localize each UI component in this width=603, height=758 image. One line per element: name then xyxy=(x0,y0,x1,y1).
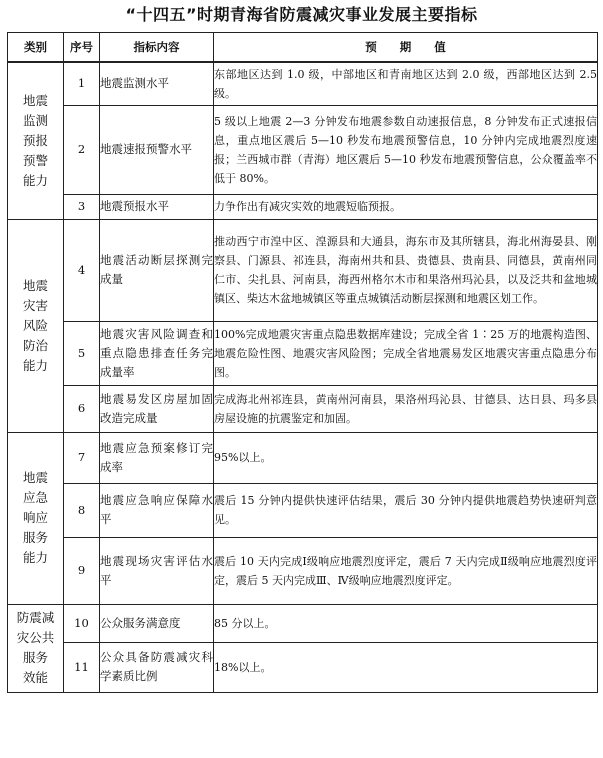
value-cell: 100%完成地震灾害重点隐患数据库建设；完成全省 1∶25 万的地震构造图、地震危险性图、地震灾害风险图；完成全省地震易发区地震灾害重点隐患分布图。 xyxy=(214,321,598,385)
indicator-cell: 地震应急响应保障水平 xyxy=(100,483,214,537)
value-cell: 5 级以上地震 2—3 分钟发布地震参数自动速报信息，8 分钟发布正式速报信息，重点地区震后 5—10 秒发布地震预警信息，10 分钟内完成地震烈度速报；兰西城市群（青海）地区震后 5—10 秒发布地震预警信息，公众覆盖率不低于 80%。 xyxy=(214,105,598,194)
value-cell: 18%以上。 xyxy=(214,642,598,692)
category-cell: 地震 应急 响应 服务 能力 xyxy=(8,432,64,604)
table-header-row xyxy=(8,33,598,63)
seq-cell: 7 xyxy=(64,432,100,483)
header-seq: 序号 xyxy=(64,33,100,63)
seq-cell: 1 xyxy=(64,62,100,105)
table-row xyxy=(8,321,598,385)
table-row xyxy=(8,604,598,642)
table-row xyxy=(8,194,598,219)
table-row xyxy=(8,62,598,105)
category-cell: 地震 监测 预报 预警 能力 xyxy=(8,62,64,219)
seq-cell: 3 xyxy=(64,194,100,219)
page-title: “十四五”时期青海省防震减灾事业发展主要指标 xyxy=(125,5,478,24)
indicator-cell: 地震易发区房屋加固改造完成量 xyxy=(100,385,214,432)
value-cell: 力争作出有减灾实效的地震短临预报。 xyxy=(214,194,598,219)
indicator-cell: 地震应急预案修订完成率 xyxy=(100,432,214,483)
indicator-cell: 地震灾害风险调查和重点隐患排查任务完成量率 xyxy=(100,321,214,385)
table-row xyxy=(8,105,598,194)
category-cell: 地震 灾害 风险 防治 能力 xyxy=(8,219,64,432)
seq-cell: 11 xyxy=(64,642,100,692)
value-cell: 震后 10 天内完成Ⅰ级响应地震烈度评定，震后 7 天内完成Ⅱ级响应地震烈度评定，震后 5 天内完成Ⅲ、Ⅳ级响应地震烈度评定。 xyxy=(214,537,598,604)
table-row xyxy=(8,385,598,432)
indicator-cell: 地震预报水平 xyxy=(100,194,214,219)
table-row xyxy=(8,642,598,692)
seq-cell: 10 xyxy=(64,604,100,642)
indicator-cell: 地震现场灾害评估水平 xyxy=(100,537,214,604)
seq-cell: 8 xyxy=(64,483,100,537)
seq-cell: 2 xyxy=(64,105,100,194)
table-row xyxy=(8,432,598,483)
value-cell: 85 分以上。 xyxy=(214,604,598,642)
table-row xyxy=(8,483,598,537)
header-value: 预 期 值 xyxy=(214,33,598,63)
seq-cell: 6 xyxy=(64,385,100,432)
value-cell: 完成海北州祁连县，黄南州河南县，果洛州玛沁县、甘德县、达日县、玛多县房屋设施的抗震鉴定和加固。 xyxy=(214,385,598,432)
seq-cell: 5 xyxy=(64,321,100,385)
indicator-cell: 公众具备防震减灾科学素质比例 xyxy=(100,642,214,692)
indicators-table xyxy=(7,32,598,693)
header-category: 类别 xyxy=(8,33,64,63)
table-row xyxy=(8,537,598,604)
value-cell: 震后 15 分钟内提供快速评估结果，震后 30 分钟内提供地震趋势快速研判意见。 xyxy=(214,483,598,537)
table-body xyxy=(8,62,598,692)
indicator-cell: 地震速报预警水平 xyxy=(100,105,214,194)
indicator-cell: 地震监测水平 xyxy=(100,62,214,105)
table-row xyxy=(8,219,598,321)
indicator-cell: 地震活动断层探测完成量 xyxy=(100,219,214,321)
value-cell: 95%以上。 xyxy=(214,432,598,483)
value-cell: 推动西宁市湟中区、湟源县和大通县，海东市及其所辖县，海北州海晏县、刚察县、门源县、祁连县，海南州共和县、贵德县、贵南县、同德县，黄南州同仁市、尖扎县、河南县，海西州格尔木市和果洛州玛沁县，以及泛共和盆地城镇区、柴达木盆地城镇区等重点城镇活动断层探测和地震区划工作。 xyxy=(214,219,598,321)
seq-cell: 9 xyxy=(64,537,100,604)
seq-cell: 4 xyxy=(64,219,100,321)
header-indicator: 指标内容 xyxy=(100,33,214,63)
indicator-cell: 公众服务满意度 xyxy=(100,604,214,642)
category-cell: 防震减 灾公共 服务 效能 xyxy=(8,604,64,692)
value-cell: 东部地区达到 1.0 级，中部地区和青南地区达到 2.0 级，西部地区达到 2.5 级。 xyxy=(214,62,598,105)
